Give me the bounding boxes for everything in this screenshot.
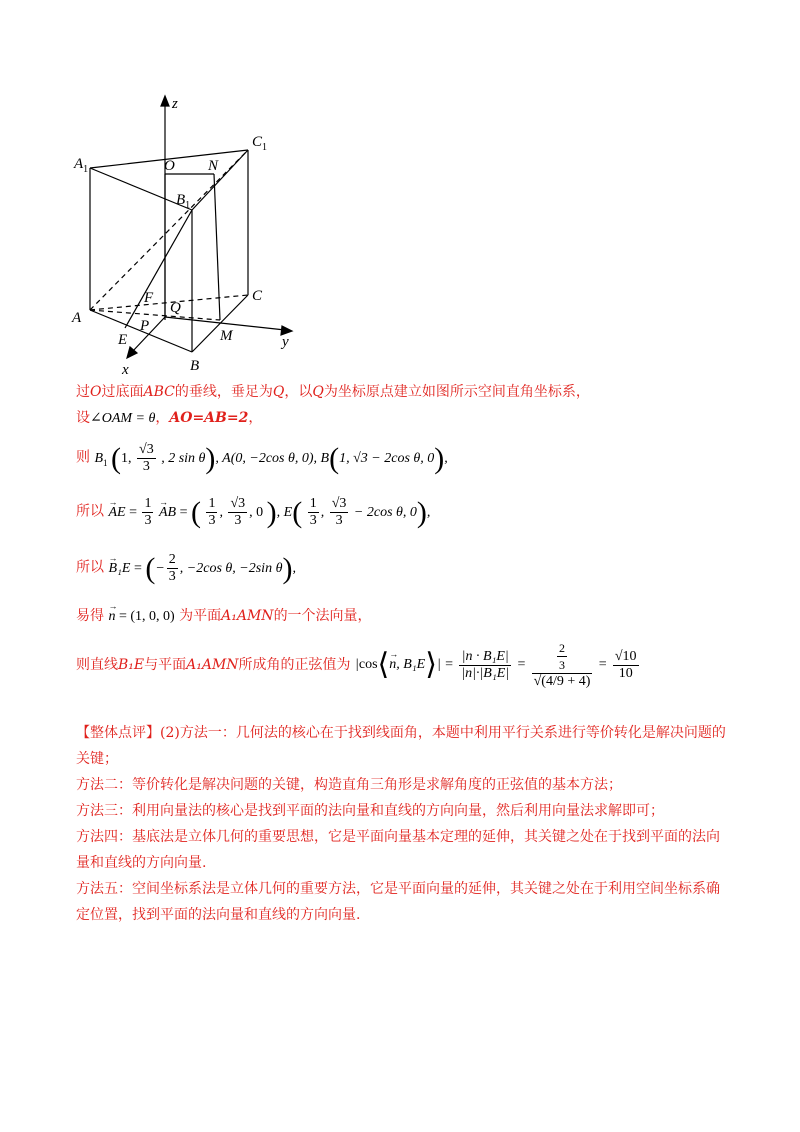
prism-figure bbox=[60, 90, 320, 380]
label-C: C bbox=[252, 288, 263, 304]
coord-line-B1: 则 $B_1$ (1, $\frac{√3}{3}$ , 2 sin θ), A(0, −2cos θ, 0), B(1, √3 − 2cos θ, 0), bbox=[76, 441, 448, 475]
vector-line-AE: 所以 → AE = $\frac{1}{3}$ → AB = ( $\frac{1}{3}$ , $\frac{√3}{3}$ , 0 ), E( $\frac{1}{3}$ , $\frac{√3}{3}$ − 2cos θ, 0), bbox=[76, 496, 430, 536]
label-O: O bbox=[164, 158, 175, 174]
label-B1: $B_1$ bbox=[176, 192, 191, 211]
label-B: B bbox=[190, 358, 200, 374]
edge-A-C-dashed bbox=[90, 295, 248, 310]
label-Q: Q bbox=[170, 300, 181, 316]
method-4: 方法四：基底法是立体几何的重要思想，它是平面向量基本定理的延伸，其关键之处在于找到平面的法向量和直线的方向向量. bbox=[76, 829, 720, 871]
label-z: z bbox=[172, 96, 178, 112]
label-P: P bbox=[140, 318, 150, 334]
text-line-2: 设∠OAM = θ，AO=AB=2， bbox=[76, 410, 263, 426]
method-3: 方法三：利用向量法的核心是找到平面的法向量和直线的方向向量，然后利用向量法求解即可； bbox=[76, 803, 664, 819]
sine-value-line: 则直线B₁E与平面A₁AMN所成角的正弦值为 |cos⟨→ n, B₁E⟩| = $\frac{\text{|n · B₁E|}}{\text{|n|·|B₁E|}}$ = $\frac{\frac{2}{3}}{√(4/9 + 4)}$ = $\frac{√10}{10}$ bbox=[76, 640, 641, 700]
vector-line-B1E: 所以 → B₁E = (− $\frac{2}{3}$ , −2cos θ, −2sin θ), bbox=[76, 552, 296, 592]
label-E: E bbox=[118, 332, 128, 348]
label-A1: $A_1$ bbox=[74, 156, 89, 175]
segment-B1-E bbox=[125, 210, 192, 328]
method-2: 方法二：等价转化是解决问题的关键，构造直角三角形是求解角度的正弦值的基本方法； bbox=[76, 777, 622, 793]
label-N: N bbox=[208, 158, 219, 174]
z-arrow bbox=[161, 96, 169, 106]
label-y: y bbox=[282, 334, 289, 350]
edge-B1-C1 bbox=[192, 150, 248, 210]
text-line-1: 过O过底面ABC的垂线，垂足为Q，以Q为坐标原点建立如图所示空间直角坐标系， bbox=[76, 384, 590, 400]
comment-head: 【整体点评】(2)方法一：几何法的核心在于找到线面角，本题中利用平行关系进行等价转化是解决问题的关键； bbox=[76, 725, 726, 767]
label-x: x bbox=[122, 362, 129, 378]
method-5: 方法五：空间坐标系法是立体几何的重要方法，它是平面向量的延伸，其关键之处在于利用空间坐标系确定位置，找到平面的法向量和直线的方向向量. bbox=[76, 881, 720, 923]
label-C1: $C_1$ bbox=[252, 134, 268, 153]
normal-vector-line: 易得 → n = (1, 0, 0) 为平面A₁AMN的一个法向量， bbox=[76, 606, 372, 627]
label-F: F bbox=[144, 290, 154, 306]
label-A: A bbox=[72, 310, 82, 326]
label-M: M bbox=[220, 328, 233, 344]
